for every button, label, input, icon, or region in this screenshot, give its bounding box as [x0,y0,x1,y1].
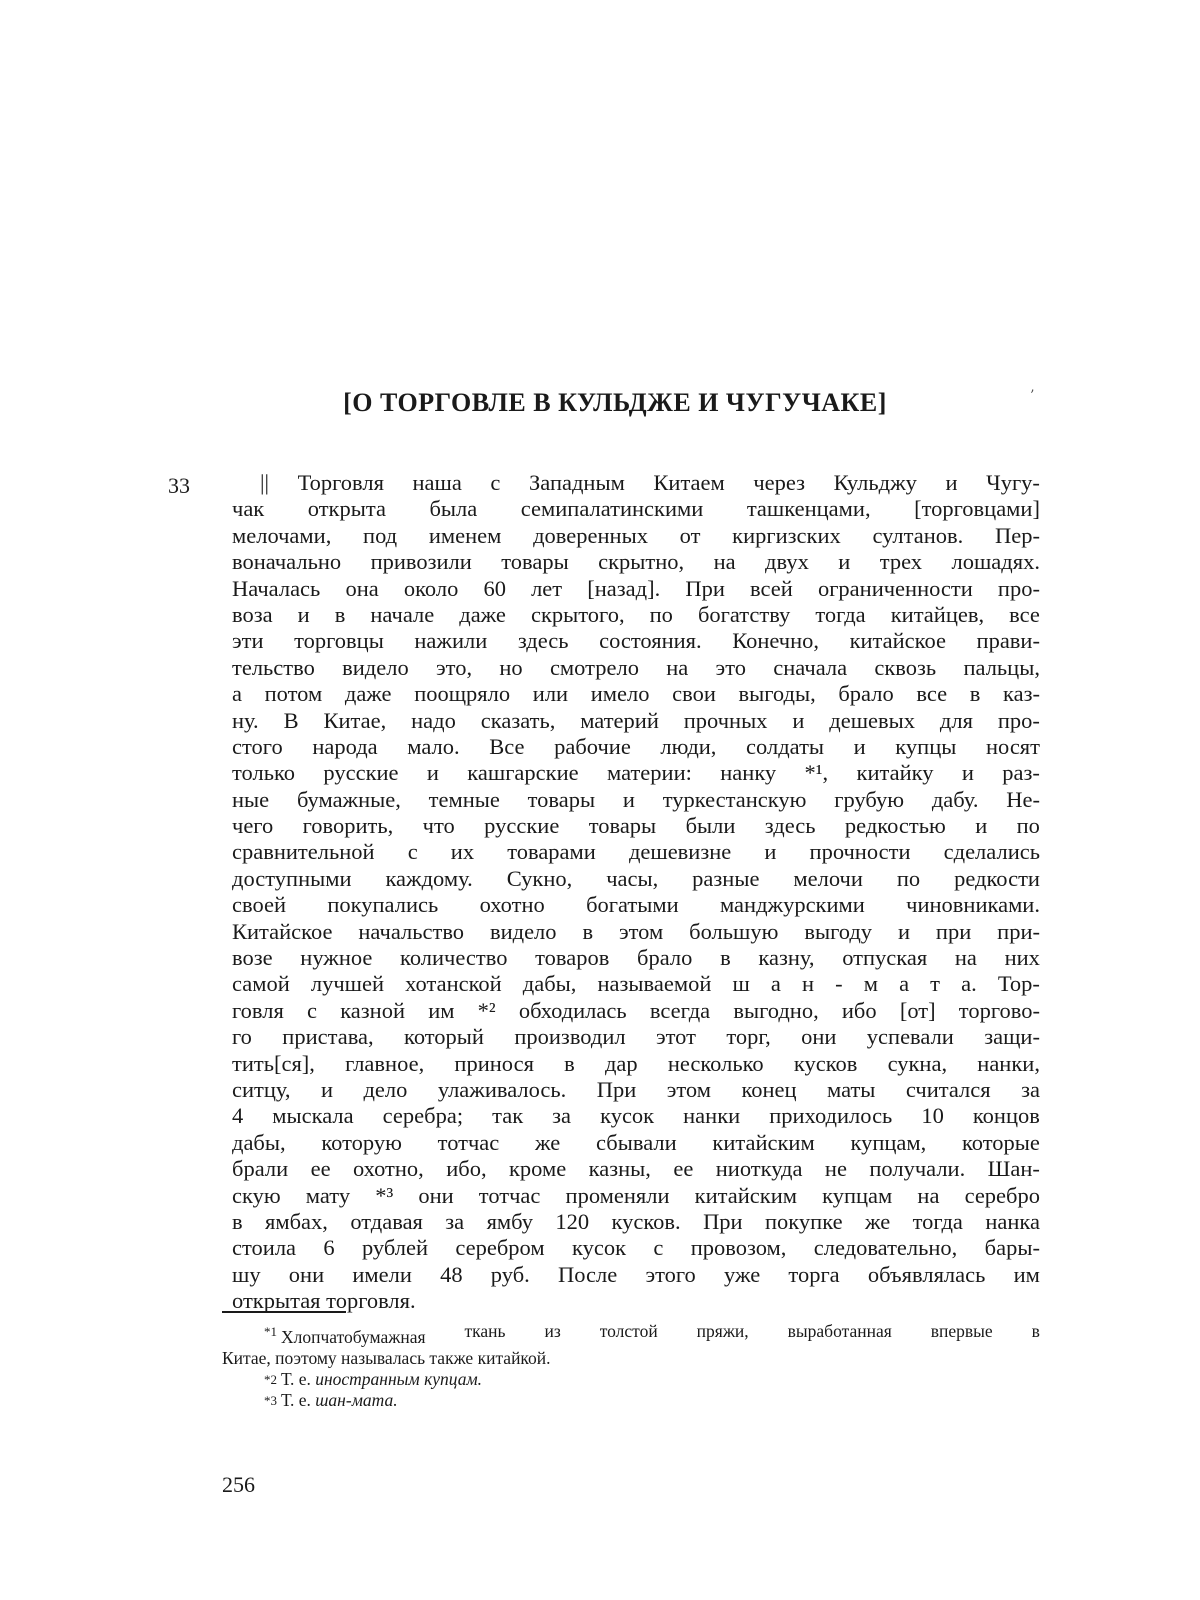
body-line: воза и в начале даже скрытого, по богатству тогда китайцев, все [232,601,1040,627]
body-line: скую мату *³ они тотчас променяли китайским купцам на серебро [232,1182,1040,1208]
body-line: брали ее охотно, ибо, кроме казны, ее ниоткуда не получали. Шан- [232,1156,1040,1182]
body-line: чак открыта была семипалатинскими ташкенцами, [торговцами] [232,496,1040,522]
page-number: 256 [222,1472,255,1497]
footnote-1-line-2: Китае, поэтому называлась также китайкой. [222,1347,551,1368]
footnote-2-prefix: Т. е. [281,1368,311,1389]
body-line: шу они имели 48 руб. После этого уже торга объявлялась им [232,1261,1040,1287]
body-line: воначально привозили товары скрытно, на двух и трех лошадях. [232,549,1040,575]
body-line: го пристава, который производил этот торг, они успевали защи- [232,1024,1040,1050]
footnote-3-text: шан-мата. [315,1389,398,1410]
footnote-1-text-start: Хлопчатобумажная [281,1326,426,1347]
body-line: ну. В Китае, надо сказать, материй прочных и дешевых для про- [232,707,1040,733]
body-line: своей покупались охотно богатыми манджурскими чиновниками. [232,892,1040,918]
page-title: [О ТОРГОВЛЕ В КУЛЬДЖЕ И ЧУГУЧАКЕ] [343,388,887,417]
footnotes [222,1321,1040,1411]
body-line: эти торговцы нажили здесь состояния. Конечно, китайское прави- [232,628,1040,654]
footnote-1-marker: *1 [264,1324,277,1339]
body-line: стоила 6 рублей серебром кусок с провозом, следовательно, бары- [232,1235,1040,1261]
body-line: говля с казной им *² обходилась всегда выгодно, ибо [от] торгово- [232,997,1040,1023]
body-line: Началась она около 60 лет [назад]. При всей ограниченности про- [232,575,1040,601]
body-line: только русские и кашгарские материи: нанку *¹, китайку и раз- [232,760,1040,786]
footnote-2 [222,1369,1040,1390]
footnote-2-text: иностранным купцам. [315,1368,483,1389]
body-line: сравнительной с их товарами дешевизне и прочности сделались [232,839,1040,865]
body-line: тить[ся], главное, принося в дар несколько кусков сукна, нанки, [232,1050,1040,1076]
body-line: доступными каждому. Сукно, часы, разные мелочи по редкости [232,865,1040,891]
body-line: стого народа мало. Все рабочие люди, солдаты и купцы носят [232,733,1040,759]
body-line: ситцу, и дело улаживалось. При этом конец маты считался за [232,1076,1040,1102]
footnote-3-prefix: Т. е. [281,1389,311,1410]
body-line: а потом даже поощряло или имело свои выгоды, брало все в каз- [232,681,1040,707]
body-line: чего говорить, что русские товары были здесь редкостью и по [232,813,1040,839]
body-line: || Торговля наша с Западным Китаем через Кульджу и Чугу- [260,470,1040,495]
body-line: открытая торговля. [232,1288,416,1314]
body-text [232,470,1040,1315]
footnote-1-line-1: $^{*1}$ Хлопчатобумажная ткань из толстой пряжи, выработанная впервые в [264,1321,1040,1347]
margin-tick-mark: ’ [1030,388,1035,404]
body-line: возе нужное количество товаров брало в казну, отпуская на них [232,945,1040,971]
body-line: мелочами, под именем доверенных от киргизских султанов. Пер- [232,522,1040,548]
body-line: самой лучшей хотанской дабы, называемой ш а н - м а т а. Тор- [232,971,1040,997]
body-line: Китайское начальство видело в этом большую выгоду и при при- [232,918,1040,944]
body-line: в ямбах, отдавая за ямбу 120 кусков. При покупке же тогда нанка [232,1208,1040,1234]
body-line: ные бумажные, темные товары и туркестанскую грубую дабу. Не- [232,786,1040,812]
footnote-3-marker: *3 [264,1392,277,1408]
body-line: тельство видело это, но смотрело на это сначала сквозь пальцы, [232,654,1040,680]
footnote-2-marker: *2 [264,1371,277,1387]
footnote-3 [222,1390,1040,1411]
footnote-separator [222,1311,346,1313]
body-line: дабы, которую тотчас же сбывали китайским купцам, которые [232,1129,1040,1155]
margin-page-reference: 33 [168,473,190,498]
body-line: 4 мыскала серебра; так за кусок нанки приходилось 10 концов [232,1103,1040,1129]
